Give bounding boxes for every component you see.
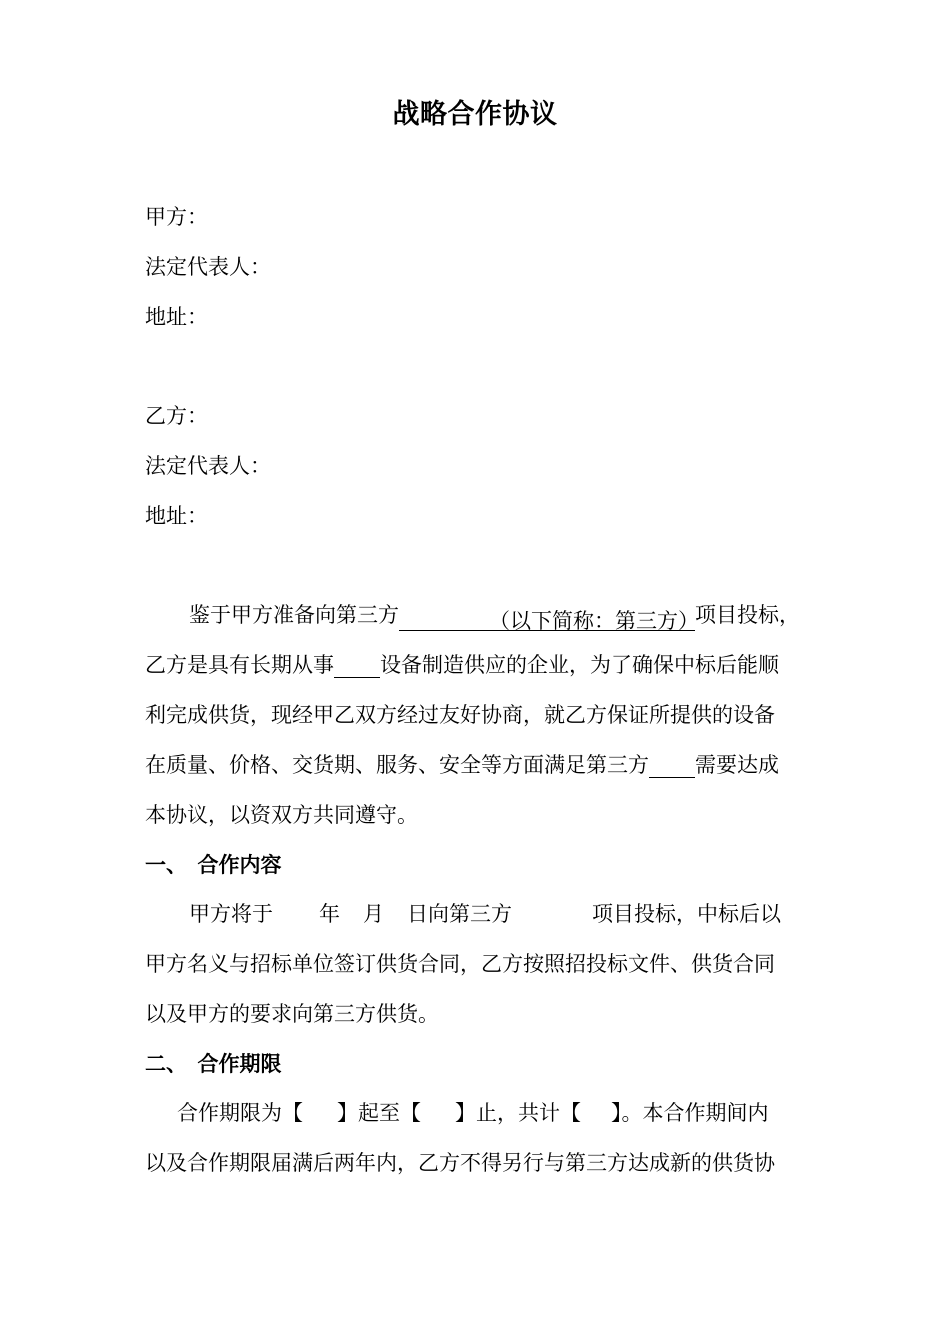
section-2-heading: 二、 合作期限 <box>145 1052 282 1076</box>
section-2-line-2: 以及合作期限届满后两年内，乙方不得另行与第三方达成新的供货协 <box>145 1151 775 1175</box>
preamble-line-3: 利完成供货，现经甲乙双方经过友好协商，就乙方保证所提供的设备 <box>145 703 775 727</box>
section-2-line-1: 合作期限为【 】起至【 】止，共计【 】。本合作期间内 <box>177 1101 769 1125</box>
party-b-representative-label: 法定代表人： <box>145 454 271 478</box>
party-b-address-label: 地址： <box>145 504 208 528</box>
party-b-label: 乙方： <box>145 404 208 428</box>
equipment-type-underline <box>334 653 380 678</box>
section-1-line-1: 甲方将于 年 月 日向第三方 项目投标，中标后以 <box>189 902 781 926</box>
third-party-underline <box>649 753 695 778</box>
document-title: 战略合作协议 <box>392 99 558 130</box>
party-a-address-label: 地址： <box>145 305 208 329</box>
section-1-line-2: 甲方名义与招标单位签订供货合同，乙方按照招投标文件、供货合同 <box>145 952 775 976</box>
project-name-underline: （以下简称：第三方） <box>399 606 695 631</box>
preamble-line-2: 乙方是具有长期从事 设备制造供应的企业，为了确保中标后能顺 <box>145 653 779 677</box>
section-1-line-3: 以及甲方的要求向第三方供货。 <box>145 1002 439 1026</box>
preamble-line-1: 鉴于甲方准备向第三方 （以下简称：第三方）项目投标， <box>189 603 800 633</box>
preamble-line-4: 在质量、价格、交货期、服务、安全等方面满足第三方 需要达成 <box>145 753 779 777</box>
preamble-line-5: 本协议，以资双方共同遵守。 <box>145 803 418 827</box>
party-a-representative-label: 法定代表人： <box>145 255 271 279</box>
section-1-heading: 一、 合作内容 <box>145 853 282 877</box>
party-a-label: 甲方： <box>145 205 208 229</box>
